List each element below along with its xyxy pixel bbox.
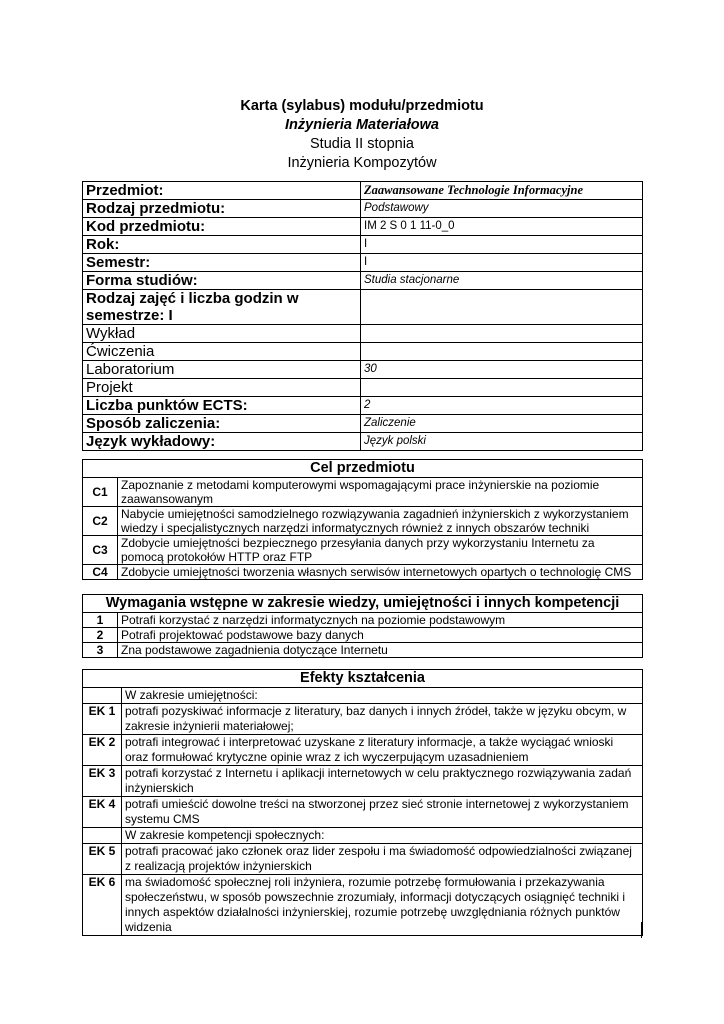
info-value xyxy=(361,379,643,397)
info-label: Projekt xyxy=(83,379,361,397)
course-objectives-table xyxy=(82,459,643,580)
info-value: Zaawansowane Technologie Informacyjne xyxy=(361,182,643,200)
table-row xyxy=(83,182,643,200)
info-label: Semestr: xyxy=(83,254,361,272)
info-value: I xyxy=(361,236,643,254)
table-row xyxy=(83,613,643,628)
info-label: Sposób zaliczenia: xyxy=(83,415,361,433)
table-row xyxy=(83,343,643,361)
row-text: potrafi umieścić dowolne treści na stworzonej przez sieć stronie internetowej z wykorzystaniem systemu CMS xyxy=(122,797,643,828)
row-text: Potrafi projektować podstawowe bazy danych xyxy=(118,628,643,643)
table-continuation-line xyxy=(641,922,642,938)
row-code: EK 1 xyxy=(83,704,122,735)
info-value xyxy=(361,290,643,325)
info-label: Język wykładowy: xyxy=(83,433,361,451)
table-row xyxy=(83,628,643,643)
table-row xyxy=(83,218,643,236)
table-header-row xyxy=(83,595,643,613)
table-row xyxy=(83,236,643,254)
row-code: C2 xyxy=(83,507,118,536)
table-row xyxy=(83,844,643,875)
row-code: EK 3 xyxy=(83,766,122,797)
row-code: EK 6 xyxy=(83,875,122,936)
row-code: EK 2 xyxy=(83,735,122,766)
table-row xyxy=(83,766,643,797)
table-row xyxy=(83,397,643,415)
row-code: EK 4 xyxy=(83,797,122,828)
row-text: Zapoznanie z metodami komputerowymi wspomagającymi prace inżynierskie na poziomie zaawansowanym xyxy=(118,478,643,507)
subsection-heading: W zakresie umiejętności: xyxy=(122,688,643,704)
table-row xyxy=(83,379,643,397)
info-label: Przedmiot: xyxy=(83,182,361,200)
table-row xyxy=(83,478,643,507)
info-value: Język polski xyxy=(361,433,643,451)
info-label: Ćwiczenia xyxy=(83,343,361,361)
row-code: 2 xyxy=(83,628,118,643)
table-row xyxy=(83,643,643,658)
row-text: potrafi korzystać z Internetu i aplikacji internetowych w celu praktycznego rozwiązywania zadań inżynierskich xyxy=(122,766,643,797)
info-label: Forma studiów: xyxy=(83,272,361,290)
table-row xyxy=(83,325,643,343)
section-title: Cel przedmiotu xyxy=(83,460,643,478)
info-label: Liczba punktów ECTS: xyxy=(83,397,361,415)
table-row xyxy=(83,254,643,272)
info-label: Rok: xyxy=(83,236,361,254)
table-row xyxy=(83,565,643,580)
table-row xyxy=(83,507,643,536)
section-title: Efekty kształcenia xyxy=(83,670,643,688)
learning-outcomes-table xyxy=(82,669,643,936)
subsection-heading: W zakresie kompetencji społecznych: xyxy=(122,828,643,844)
doc-title: Karta (sylabus) modułu/przedmiotu xyxy=(240,98,484,114)
info-value: IM 2 S 0 1 11-0_0 xyxy=(361,218,643,236)
row-text: ma świadomość społecznej roli inżyniera, rozumie potrzebę formułowania i przekazywania społeczeństwu, w sposób powszechnie zrozumiały, informacji dotyczących osiągnięć techniki i innych aspektów działalności inżynierskiej, rozumie potrzebę uwzględniania różnych punktów widzenia xyxy=(122,875,643,936)
table-row xyxy=(83,828,643,844)
info-label: Rodzaj przedmiotu: xyxy=(83,200,361,218)
document-header xyxy=(0,97,724,173)
info-label: Kod przedmiotu: xyxy=(83,218,361,236)
course-info-table xyxy=(82,181,643,451)
info-label: Wykład xyxy=(83,325,361,343)
row-code: C3 xyxy=(83,536,118,565)
row-text: potrafi integrować i interpretować uzyskane z literatury informacje, a także wyciągać wnioski oraz formułować krytyczne opinie wraz z ich wyczerpującym uzasadnieniem xyxy=(122,735,643,766)
table-row xyxy=(83,433,643,451)
row-code: EK 5 xyxy=(83,844,122,875)
prerequisites-table xyxy=(82,594,643,658)
table-row xyxy=(83,704,643,735)
section-title: Wymagania wstępne w zakresie wiedzy, umiejętności i innych kompetencji xyxy=(83,595,643,613)
row-text: potrafi pozyskiwać informacje z literatury, baz danych i innych źródeł, także w języku obcym, w zakresie inżynierii materiałowej; xyxy=(122,704,643,735)
field-of-study: Inżynieria Materiałowa xyxy=(285,117,439,133)
info-value: I xyxy=(361,254,643,272)
table-row xyxy=(83,361,643,379)
row-code: C1 xyxy=(83,478,118,507)
table-row xyxy=(83,200,643,218)
table-row xyxy=(83,415,643,433)
info-value: Podstawowy xyxy=(361,200,643,218)
info-label: Rodzaj zajęć i liczba godzin w semestrze: I xyxy=(83,290,361,325)
row-code: 3 xyxy=(83,643,118,658)
row-text: Zdobycie umiejętności bezpiecznego przesyłania danych przy wykorzystaniu Internetu za pomocą protokołów HTTP oraz FTP xyxy=(118,536,643,565)
row-code: C4 xyxy=(83,565,118,580)
table-row xyxy=(83,688,643,704)
table-header-row xyxy=(83,460,643,478)
table-row xyxy=(83,875,643,936)
row-text: Potrafi korzystać z narzędzi informatycznych na poziomie podstawowym xyxy=(118,613,643,628)
table-row xyxy=(83,536,643,565)
info-value: Studia stacjonarne xyxy=(361,272,643,290)
row-text: Nabycie umiejętności samodzielnego rozwiązywania zagadnień inżynierskich z wykorzystaniem wiedzy i specjalistycznych narzędzi informatycznych również z innych obszarów techniki xyxy=(118,507,643,536)
info-value: 2 xyxy=(361,397,643,415)
row-code: 1 xyxy=(83,613,118,628)
table-row xyxy=(83,272,643,290)
study-level: Studia II stopnia xyxy=(310,136,414,152)
table-row xyxy=(83,797,643,828)
info-value: 30 xyxy=(361,361,643,379)
info-label: Laboratorium xyxy=(83,361,361,379)
row-text: potrafi pracować jako członek oraz lider zespołu i ma świadomość odpowiedzialności związanej z realizacją projektów inżynierskich xyxy=(122,844,643,875)
info-value xyxy=(361,343,643,361)
table-row xyxy=(83,290,643,325)
table-row xyxy=(83,735,643,766)
table-header-row xyxy=(83,670,643,688)
info-value xyxy=(361,325,643,343)
row-text: Zna podstawowe zagadnienia dotyczące Internetu xyxy=(118,643,643,658)
specialization: Inżynieria Kompozytów xyxy=(287,155,437,171)
row-text: Zdobycie umiejętności tworzenia własnych serwisów internetowych opartych o technologię CMS xyxy=(118,565,643,580)
info-value: Zaliczenie xyxy=(361,415,643,433)
